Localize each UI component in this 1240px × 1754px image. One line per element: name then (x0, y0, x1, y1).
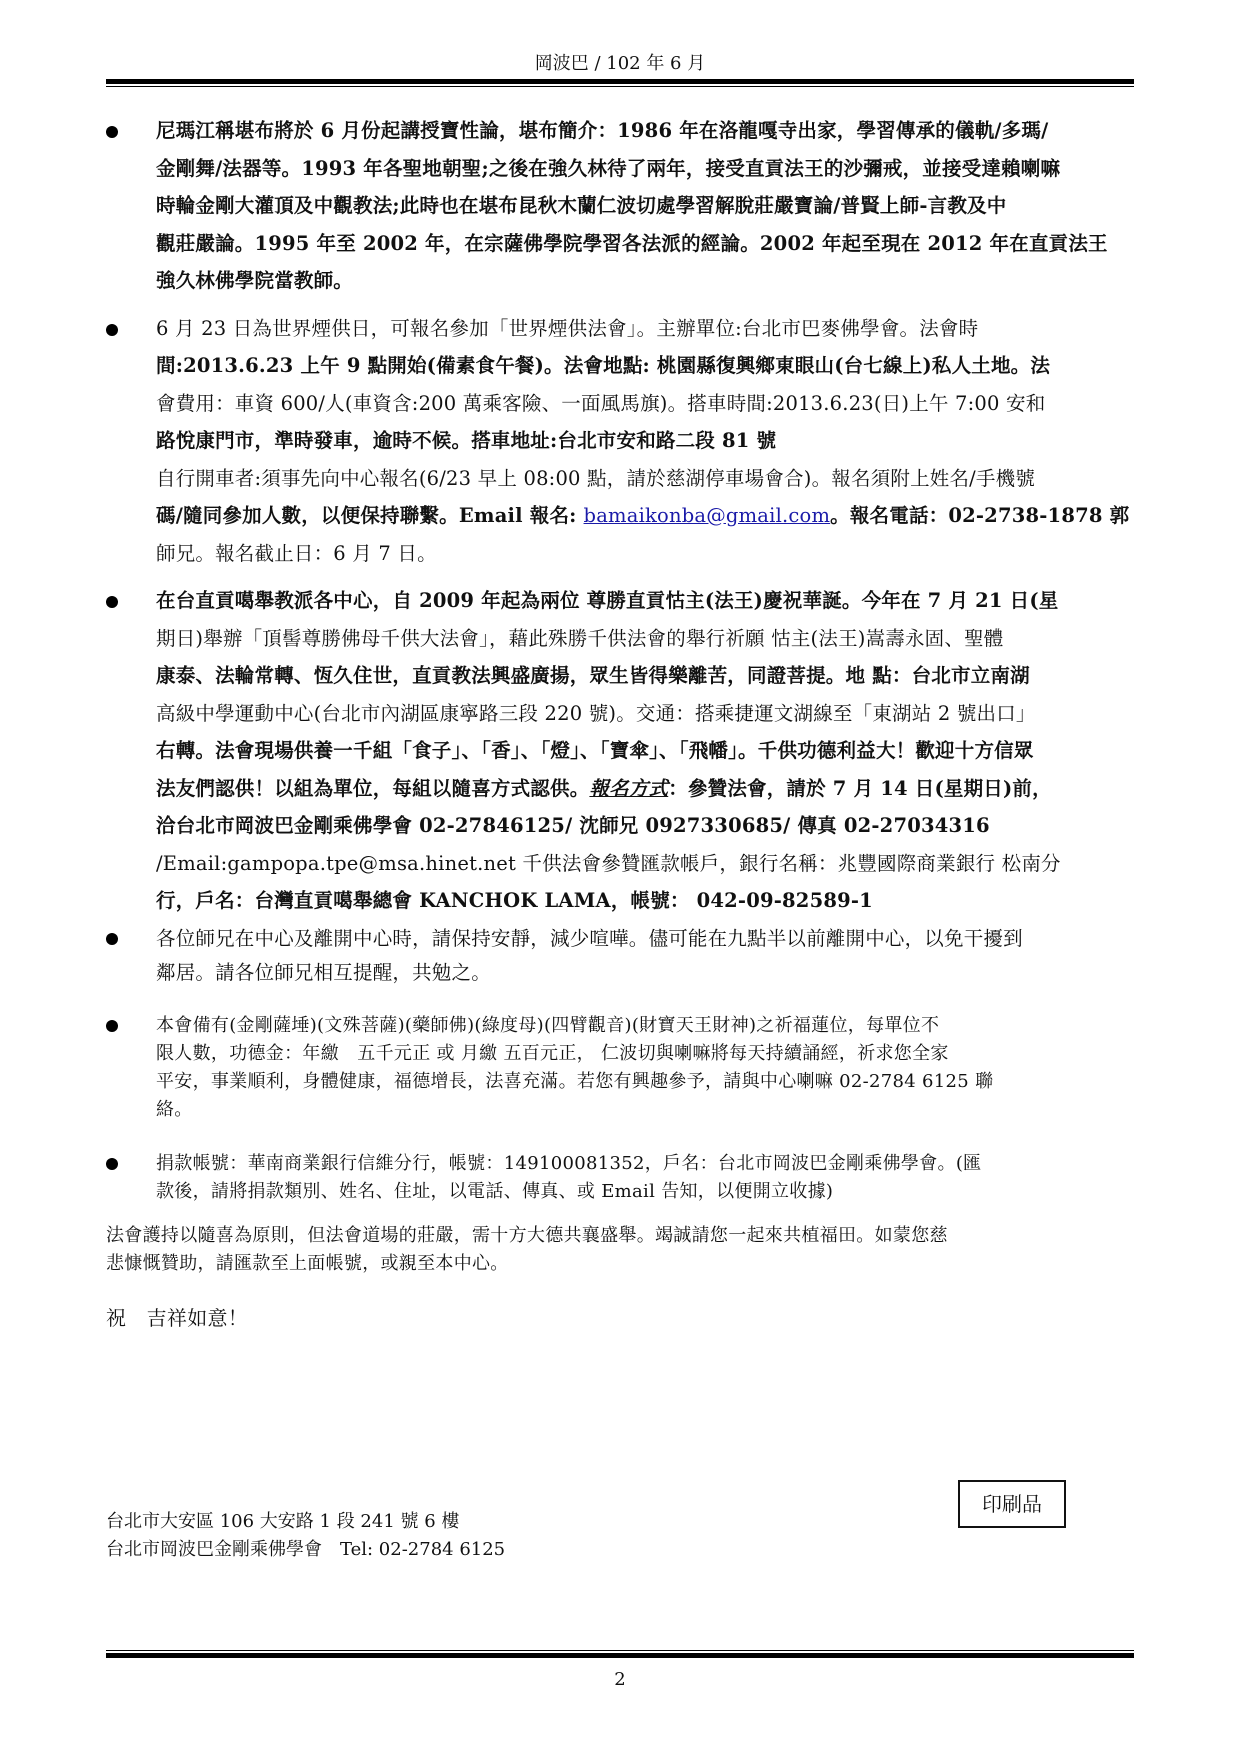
bulletin-item-blessing-lamps (106, 1012, 1160, 1124)
text-line: 款後，請將捐款類別、姓名、住址，以電話、傳真、或 Email 告知，以便開立收據) (156, 1180, 834, 1202)
text-line: 悲慷慨贊助，請匯款至上面帳號，或親至本中心。 (106, 1252, 509, 1274)
reg-suffix: ：參贊法會，請於 7 月 14 日(星期日)前， (668, 776, 1052, 800)
reg-prefix: 法友們認供！以組為單位，每組以隨喜方式認供。 (156, 776, 590, 800)
bullet-icon (106, 324, 118, 336)
bulletin-item-smoke-offering (106, 310, 1160, 573)
main-content (106, 112, 1160, 1332)
page-header: 岡波巴 / 102 年 6 月 (534, 53, 706, 74)
text-line: 強久林佛學院當教師。 (156, 269, 354, 292)
text-line: 捐款帳號：華南商業銀行信維分行，帳號：149100081352，戶名：台北市岡波巴金剛乘佛學會。(匯 (156, 1152, 982, 1174)
text-line: 師兄。報名截止日：6 月 7 日。 (156, 541, 437, 565)
text-line: /Email:gampopa.tpe@msa.hinet.net 千供法會參贊匯款帳戶，銀行名稱：兆豐國際商業銀行 松南分 (156, 851, 1061, 875)
bullet-icon (106, 126, 118, 138)
footer-address: 台北市大安區 106 大安路 1 段 241 號 6 樓 (106, 1511, 460, 1532)
text-line-registration (156, 770, 1160, 808)
text-line: 尼瑪江稱堪布將於 6 月份起講授寶性論，堪布簡介：1986 年在洛龍嘎寺出家，學習傳承的儀軌/多瑪/ (156, 119, 1049, 142)
bullet-icon (106, 596, 118, 608)
text-line: 期日)舉辦「頂髻尊勝佛母千供大法會」，藉此殊勝千供法會的舉行祈願 怙主(法王)嵩壽永固、聖體 (156, 626, 1004, 650)
text-line-email (156, 497, 1160, 535)
text-line: 路悅康門市，準時發車，逾時不候。搭車地址:台北市安和路二段 81 號 (156, 429, 777, 452)
text-line: 高級中學運動中心(台北市內湖區康寧路三段 220 號)。交通：搭乘捷運文湖線至「東湖站 2 號出口」 (156, 701, 1036, 725)
text-line: 自行開車者:須事先向中心報名(6/23 早上 08:00 點，請於慈湖停車場會合)。報名須附上姓名/手機號 (156, 466, 1036, 490)
text-line: 在台直貢噶舉教派各中心，自 2009 年起為兩位 尊勝直貢怙主(法王)慶祝華誕。今年在 7 月 21 日(星 (156, 589, 1059, 612)
printed-matter-stamp: 印刷品 (958, 1480, 1066, 1528)
email-suffix: 。報名電話：02-2738-1878 郭 (830, 504, 1130, 527)
footer-org: 台北市岡波巴金剛乘佛學會 Tel: 02-2784 6125 (106, 1539, 506, 1560)
text-line: 限人數，功德金：年繳 五千元正 或 月繳 五百元正， 仁波切與喇嘛將每天持續誦經，祈求您全家 (156, 1042, 949, 1064)
bullet-icon (106, 933, 118, 945)
text-line: 法會護持以隨喜為原則，但法會道場的莊嚴，需十方大德共襄盛舉。竭誠請您一起來共植福田。如蒙您慈 (106, 1224, 948, 1246)
bulletin-item-donation-account (106, 1150, 1160, 1206)
text-line: 絡。 (156, 1098, 193, 1120)
header-rule-thin (106, 86, 1134, 87)
text-line: 洽台北市岡波巴金剛乘佛學會 02-27846125/ 沈師兄 0927330685/ 傳真 02-27034316 (156, 814, 990, 837)
bullet-icon (106, 1158, 118, 1170)
email-link[interactable]: bamaikonba@gmail.com (583, 504, 831, 527)
bulletin-item-thousand-offering (106, 582, 1160, 920)
text-line: 6 月 23 日為世界煙供日，可報名參加「世界煙供法會」。主辦單位:台北市巴麥佛學會。法會時 (156, 316, 979, 340)
bulletin-item-khenpo (106, 112, 1160, 300)
bulletin-item-quiet-notice (106, 922, 1160, 990)
footer-rule-thin (106, 1650, 1134, 1651)
text-line: 右轉。法會現場供養一千組「食子」、「香」、「燈」、「寶傘」、「飛幡」。千供功德利益大！歡迎十方信眾 (156, 739, 1034, 762)
text-line: 康泰、法輪常轉、恆久住世，直貢教法興盛廣揚，眾生皆得樂離苦，同證菩提。地 點：台北市立南湖 (156, 664, 1030, 687)
header-rule-thick (106, 79, 1134, 84)
closing-paragraph (106, 1222, 1160, 1278)
text-line: 觀莊嚴論。1995 年至 2002 年，在宗薩佛學院學習各法派的經論。2002 年起至現在 2012 年在直貢法王 (156, 231, 1108, 255)
text-line: 各位師兄在中心及離開中心時，請保持安靜，減少喧嘩。儘可能在九點半以前離開中心，以免干擾到 (156, 926, 1023, 950)
text-line: 行，戶名：台灣直貢噶舉總會 KANCHOK LAMA，帳號： 042-09-82589-1 (156, 889, 873, 912)
text-line: 時輪金剛大灌頂及中觀教法;此時也在堪布昆秋木蘭仁波切處學習解脫莊嚴寶論/普賢上師-言教及中 (156, 194, 1007, 217)
email-prefix: 碼/隨同參加人數，以便保持聯繫。Email 報名: (156, 504, 584, 527)
footer-rule-thick (106, 1653, 1134, 1658)
blessing-line: 祝 吉祥如意！ (106, 1305, 249, 1330)
text-line: 平安，事業順利，身體健康，福德增長，法喜充滿。若您有興趣參予，請與中心喇嘛 02-2784 6125 聯 (156, 1070, 994, 1092)
text-line: 鄰居。請各位師兄相互提醒，共勉之。 (156, 960, 491, 984)
text-line: 間:2013.6.23 上午 9 點開始(備素食午餐)。法會地點: 桃園縣復興鄉東眼山(台七線上)私人土地。法 (156, 354, 1051, 377)
reg-label: 報名方式 (589, 776, 669, 800)
bullet-icon (106, 1020, 118, 1032)
text-line: 會費用：車資 600/人(車資含:200 萬乘客險、一面風馬旗)。搭車時間:2013.6.23(日)上午 7:00 安和 (156, 391, 1046, 415)
page-number: 2 (614, 1669, 626, 1690)
footer-address-block (106, 1508, 505, 1564)
text-line: 本會備有(金剛薩埵)(文殊菩薩)(藥師佛)(綠度母)(四臂觀音)(財寶天王財神)之祈福蓮位，每單位不 (156, 1014, 940, 1036)
text-line: 金剛舞/法器等。1993 年各聖地朝聖;之後在強久林待了兩年，接受直貢法王的沙彌戒，並接受達賴喇嘛 (156, 156, 1061, 180)
